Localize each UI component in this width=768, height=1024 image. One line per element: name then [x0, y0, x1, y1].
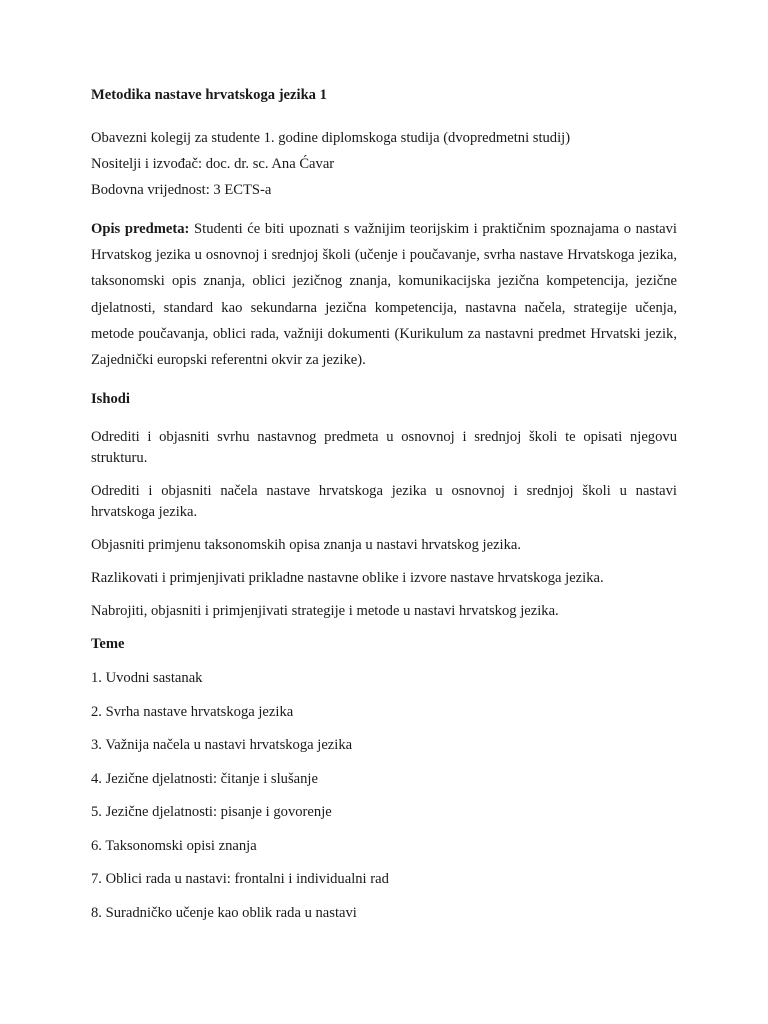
topic-item: 1. Uvodni sastanak	[91, 670, 203, 687]
topic-item: 3. Važnija načela u nastavi hrvatskoga jezika	[91, 737, 353, 754]
outcome-item: Odrediti i objasniti svrhu nastavnog predmeta u osnovnoj i srednjoj školi te opisati njegovu strukturu.	[91, 429, 677, 467]
outcome-item: Odrediti i objasniti načela nastave hrvatskoga jezika u osnovnoj i srednjoj školi u nastavi hrvatskoga jezika.	[91, 483, 677, 521]
outcomes-list	[91, 427, 677, 622]
topic-item: 4. Jezične djelatnosti: čitanje i slušanje	[91, 770, 318, 787]
document-page	[91, 84, 677, 936]
description-text: Studenti će biti upoznati s važnijim teorijskim i praktičnim spoznajama o nastavi Hrvatskog jezika u osnovnoj i srednjoj školi (učenje i poučavanje, svrha nastave Hrvatskoga jezika, taksonomski opis znanja, oblici jezičnog znanja, komunikacijska jezična kompetencija, jezične djelatnosti, standard kao sekundarna jezična kompetencija, nastavna načela, strategije učenja, metode poučavanja, oblici rada, važniji dokumenti (Kurikulum za nastavni predmet Hrvatski jezik, Zajednički europski referentni okvir za jezike).	[91, 221, 677, 369]
topics-heading: Teme	[91, 636, 125, 653]
topic-item: 6. Taksonomski opisi znanja	[91, 837, 257, 854]
document-title: Metodika nastave hrvatskoga jezika 1	[91, 87, 327, 103]
topics-list	[91, 668, 677, 936]
outcome-item: Nabrojiti, objasniti i primjenjivati strategije i metode u nastavi hrvatskog jezika.	[91, 603, 559, 620]
outcome-item: Objasniti primjenu taksonomskih opisa znanja u nastavi hrvatskog jezika.	[91, 537, 522, 554]
course-type: Obavezni kolegij za studente 1. godine diplomskoga studija (dvopredmetni studij)	[91, 130, 571, 146]
description-label: Opis predmeta:	[91, 221, 190, 237]
course-credits: Bodovna vrijednost: 3 ECTS-a	[91, 182, 272, 198]
outcome-item: Razlikovati i primjenjivati prikladne nastavne oblike i izvore nastave hrvatskoga jezika.	[91, 570, 604, 587]
course-description	[91, 216, 677, 373]
course-meta	[91, 125, 677, 203]
topic-item: 8. Suradničko učenje kao oblik rada u nastavi	[91, 904, 357, 921]
topic-item: 2. Svrha nastave hrvatskoga jezika	[91, 703, 294, 720]
topic-item: 7. Oblici rada u nastavi: frontalni i individualni rad	[91, 871, 389, 888]
outcomes-heading: Ishodi	[91, 391, 130, 408]
course-lecturer: Nositelji i izvođač: doc. dr. sc. Ana Ćavar	[91, 156, 335, 172]
topic-item: 5. Jezične djelatnosti: pisanje i govorenje	[91, 804, 332, 821]
